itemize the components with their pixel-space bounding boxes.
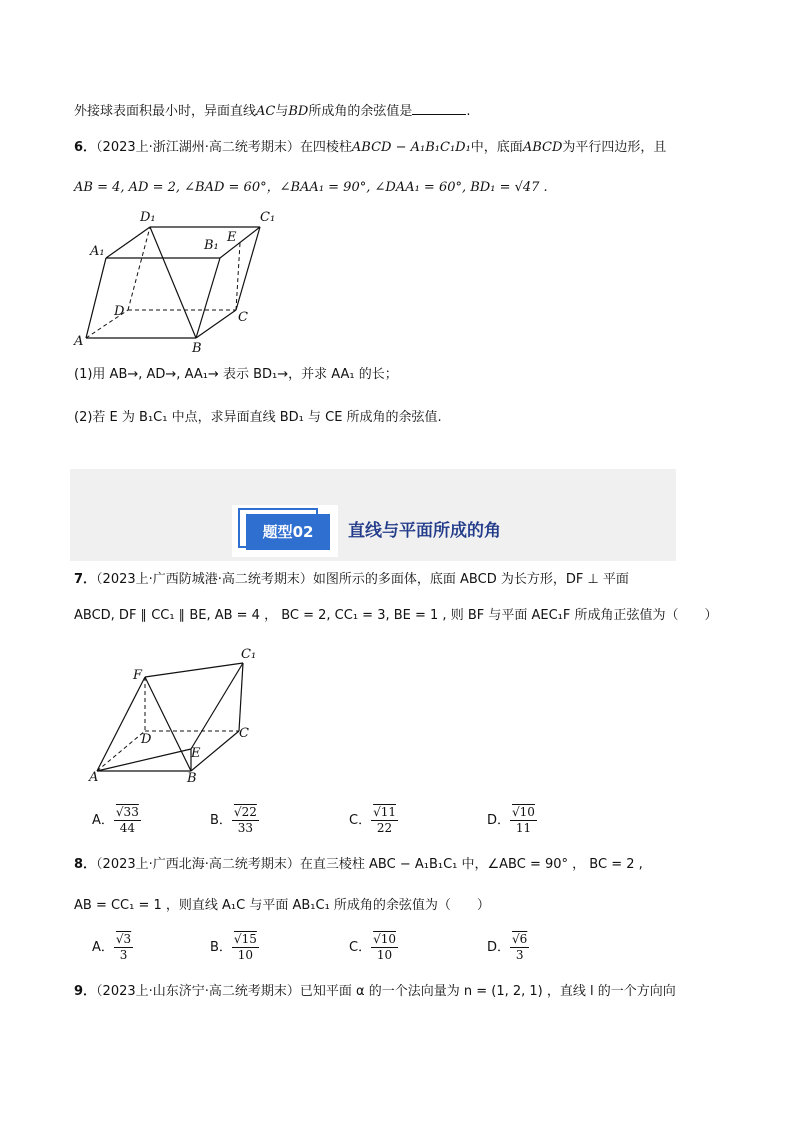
- label-B: B: [187, 771, 197, 785]
- figure-parallelepiped: [70, 205, 280, 355]
- option-fraction: $\frac{√22}{33}$: [233, 805, 257, 835]
- label-A: A: [74, 334, 84, 349]
- label-B1: B₁: [204, 238, 219, 253]
- option-fraction: $\frac{√15}{10}$: [233, 932, 257, 962]
- q8-option-d[interactable]: D． $\frac{√6}{3}$: [487, 932, 528, 962]
- question-source: （2023上·广西防城港·高二统考期末）: [96, 572, 313, 587]
- label-D1: D₁: [140, 210, 156, 225]
- option-fraction: $\frac{√10}{11}$: [512, 805, 535, 835]
- q6-stem-line: 6．（2023上·浙江湖州·高二统考期末）在四棱柱ABCD − A₁B₁C₁D₁中，底面ABCD为平行四边形，且: [74, 140, 667, 155]
- q7-option-d[interactable]: D． $\frac{√10}{11}$: [487, 805, 535, 835]
- q9-stem-line: 9．（2023上·山东济宁·高二统考期末）已知平面 α 的一个法向量为 n = (1, 2, 1) ，直线 l 的一个方向向: [74, 984, 676, 999]
- q5-tail-line: 外接球表面积最小时，异面直线AC与BD所成角的余弦值是 .: [74, 104, 471, 119]
- label-D: D: [114, 304, 125, 319]
- segment-BD1: [150, 227, 196, 338]
- question-number: 7．: [74, 572, 97, 587]
- label-A: A: [89, 770, 99, 785]
- section-tag: 题型02: [246, 514, 330, 550]
- option-fraction: $\frac{√33}{44}$: [115, 805, 139, 835]
- label-A1: A₁: [90, 244, 105, 259]
- label-E: E: [191, 746, 201, 761]
- q7-option-c[interactable]: C． $\frac{√11}{22}$: [349, 805, 396, 835]
- question-number: 8．: [74, 857, 97, 872]
- option-fraction: $\frac{√11}{22}$: [373, 805, 396, 835]
- edge-CC1: [236, 227, 260, 310]
- option-fraction: $\frac{√6}{3}$: [512, 932, 528, 962]
- label-C1: C₁: [241, 647, 257, 662]
- q7-option-b[interactable]: B． $\frac{√22}{33}$: [210, 805, 257, 835]
- option-fraction: $\frac{√10}{10}$: [373, 932, 396, 962]
- edge-FC1: [145, 663, 243, 677]
- edge-B1C1: [220, 227, 260, 258]
- q7-stem-line: 7．（2023上·广西防城港·高二统考期末）如图所示的多面体，底面 ABCD 为长方形，DF ⊥ 平面: [74, 572, 629, 587]
- q6-part1: (1)用 AB→, AD→, AA₁→ 表示 BD₁→，并求 AA₁ 的长；: [74, 367, 398, 382]
- q8-given-line: AB = CC₁ = 1 ，则直线 A₁C 与平面 AB₁C₁ 所成角的余弦值为（ ）: [74, 898, 490, 913]
- q7-given-line: ABCD, DF ∥ CC₁ ∥ BE, AB = 4 ， BC = 2, CC₁ = 3, BE = 1 , 则 BF 与平面 AEC₁F 所成角正弦值为（ ）: [74, 608, 718, 623]
- q8-option-b[interactable]: B． $\frac{√15}{10}$: [210, 932, 257, 962]
- q8-option-c[interactable]: C． $\frac{√10}{10}$: [349, 932, 396, 962]
- question-source: （2023上·广西北海·高二统考期末）: [96, 857, 300, 872]
- edge-AF: [97, 677, 145, 771]
- edge-AE: [97, 749, 191, 771]
- label-C: C: [239, 726, 249, 741]
- option-fraction: $\frac{√3}{3}$: [115, 932, 132, 962]
- question-number: 9．: [74, 984, 97, 999]
- label-F: F: [133, 668, 143, 683]
- question-number: 6．: [74, 140, 97, 155]
- q6-part2: (2)若 E 为 B₁C₁ 中点，求异面直线 BD₁ 与 CE 所成角的余弦值.: [74, 410, 442, 425]
- edge-CC1: [239, 663, 243, 731]
- answer-blank[interactable]: [412, 102, 466, 115]
- label-E: E: [227, 230, 237, 245]
- q8-stem-line: 8．（2023上·广西北海·高二统考期末）在直三棱柱 ABC − A₁B₁C₁ 中，∠ABC = 90° ， BC = 2 ,: [74, 857, 643, 872]
- edge-AA1: [86, 258, 106, 338]
- section-title: 直线与平面所成的角: [348, 521, 501, 541]
- edge-BC: [196, 310, 236, 338]
- question-source: （2023上·浙江湖州·高二统考期末）: [96, 140, 300, 155]
- q7-option-a[interactable]: A． $\frac{√33}{44}$: [92, 805, 139, 835]
- q6-given-line: AB = 4, AD = 2, ∠BAD = 60°，∠BAA₁ = 90°, ∠DAA₁ = 60°, BD₁ = √47 .: [74, 180, 548, 195]
- question-source: （2023上·山东济宁·高二统考期末）: [96, 984, 300, 999]
- label-C1: C₁: [260, 210, 276, 225]
- edge-EC1: [191, 663, 243, 749]
- figure-polyhedron: [85, 645, 265, 785]
- label-C: C: [238, 310, 248, 325]
- label-D: D: [141, 732, 152, 747]
- edge-BB1: [196, 258, 220, 338]
- q8-option-a[interactable]: A． $\frac{√3}{3}$: [92, 932, 132, 962]
- segment-BF: [145, 677, 191, 771]
- label-B: B: [192, 341, 202, 355]
- section-banner: [70, 469, 676, 561]
